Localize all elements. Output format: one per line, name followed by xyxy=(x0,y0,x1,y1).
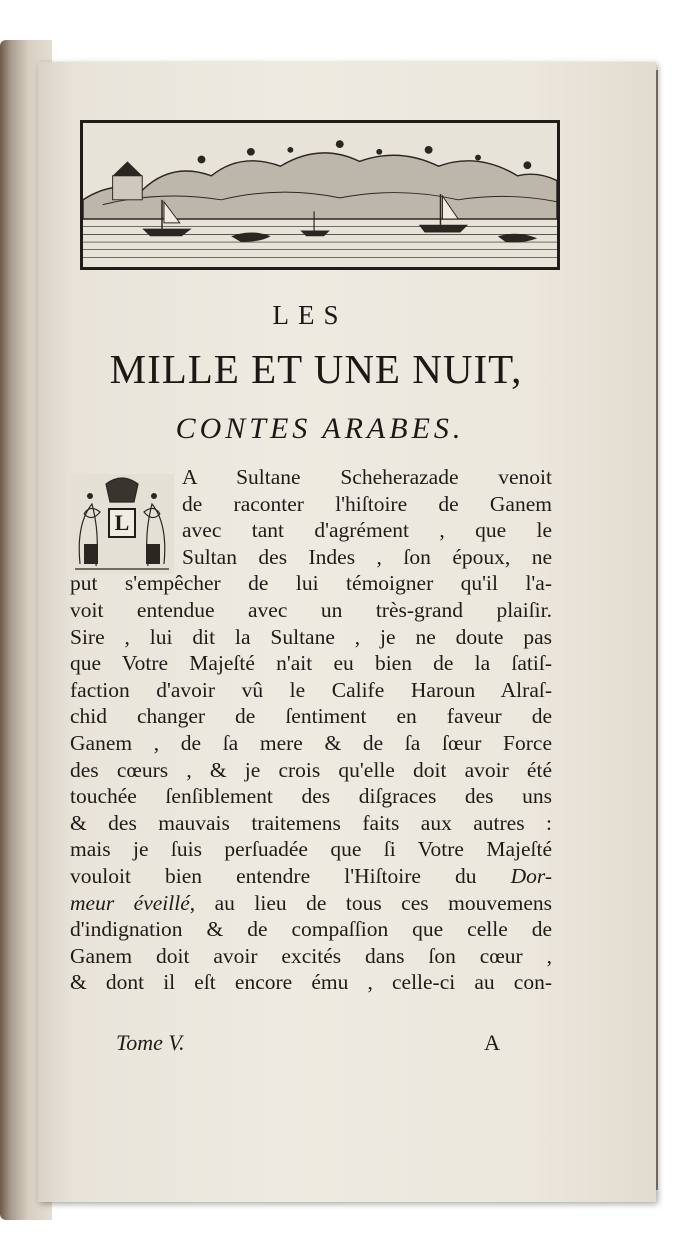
book-title: MILLE ET UNE NUIT, xyxy=(109,346,523,392)
signature-mark: A xyxy=(484,1030,500,1055)
text-segment: vouloit bien entendre l'Hiſtoire du xyxy=(70,863,477,888)
text-line: Ganem doit avoir excités dans ſon cœur , xyxy=(70,943,552,968)
book-subtitle: CONTES ARABES. xyxy=(175,412,465,445)
text-line: Sire , lui dit la Sultane , je ne doute pas xyxy=(70,624,552,649)
text-line: de raconter l'hiſtoire de Ganem xyxy=(182,491,552,516)
text-segment: , au lieu de tous ces mouvemens xyxy=(189,890,552,915)
italic-title-segment: Dor- xyxy=(510,863,552,888)
drop-cap-letter: L xyxy=(108,508,136,538)
body-text xyxy=(70,464,552,996)
text-line: Ganem , de ſa mere & de ſa ſœur Force xyxy=(70,730,552,755)
text-line: voit entendue avec un très-grand plaiſir. xyxy=(70,597,552,622)
volume-label: Tome V. xyxy=(116,1030,185,1055)
text-line xyxy=(70,890,552,917)
text-line: des cœurs , & je crois qu'elle doit avoir été xyxy=(70,757,552,782)
text-line: Sultan des Indes , ſon époux, ne xyxy=(182,544,552,569)
text-line: put s'empêcher de lui témoigner qu'il l'a- xyxy=(70,571,552,596)
text-line: touchée ſenſiblement des diſgraces des uns xyxy=(70,784,552,809)
text-line: & des mauvais traitemens faits aux autres : xyxy=(70,810,552,835)
text-line: avec tant d'agrément , que le xyxy=(182,518,552,543)
page-footer xyxy=(116,1030,500,1060)
text-line: chid changer de ſentiment en faveur de xyxy=(70,704,552,729)
text-line xyxy=(70,863,552,890)
text-line: & dont il eſt encore ému , celle-ci au con- xyxy=(70,970,552,995)
text-line: A Sultane Scheherazade venoit xyxy=(182,465,552,489)
text-line: que Votre Majeſté n'ait eu bien de la ſatiſ- xyxy=(70,651,552,676)
title-article: LES xyxy=(272,300,348,330)
harbor-vignette-illustration xyxy=(80,120,560,270)
text-line: d'indignation & de compaſſion que celle de xyxy=(70,917,552,942)
italic-title-segment: meur éveillé xyxy=(70,890,190,915)
text-line: mais je ſuis perſuadée que ſi Votre Majeſté xyxy=(70,837,552,862)
text-line: faction d'avoir vû le Calife Haroun Alraſ- xyxy=(70,677,552,702)
